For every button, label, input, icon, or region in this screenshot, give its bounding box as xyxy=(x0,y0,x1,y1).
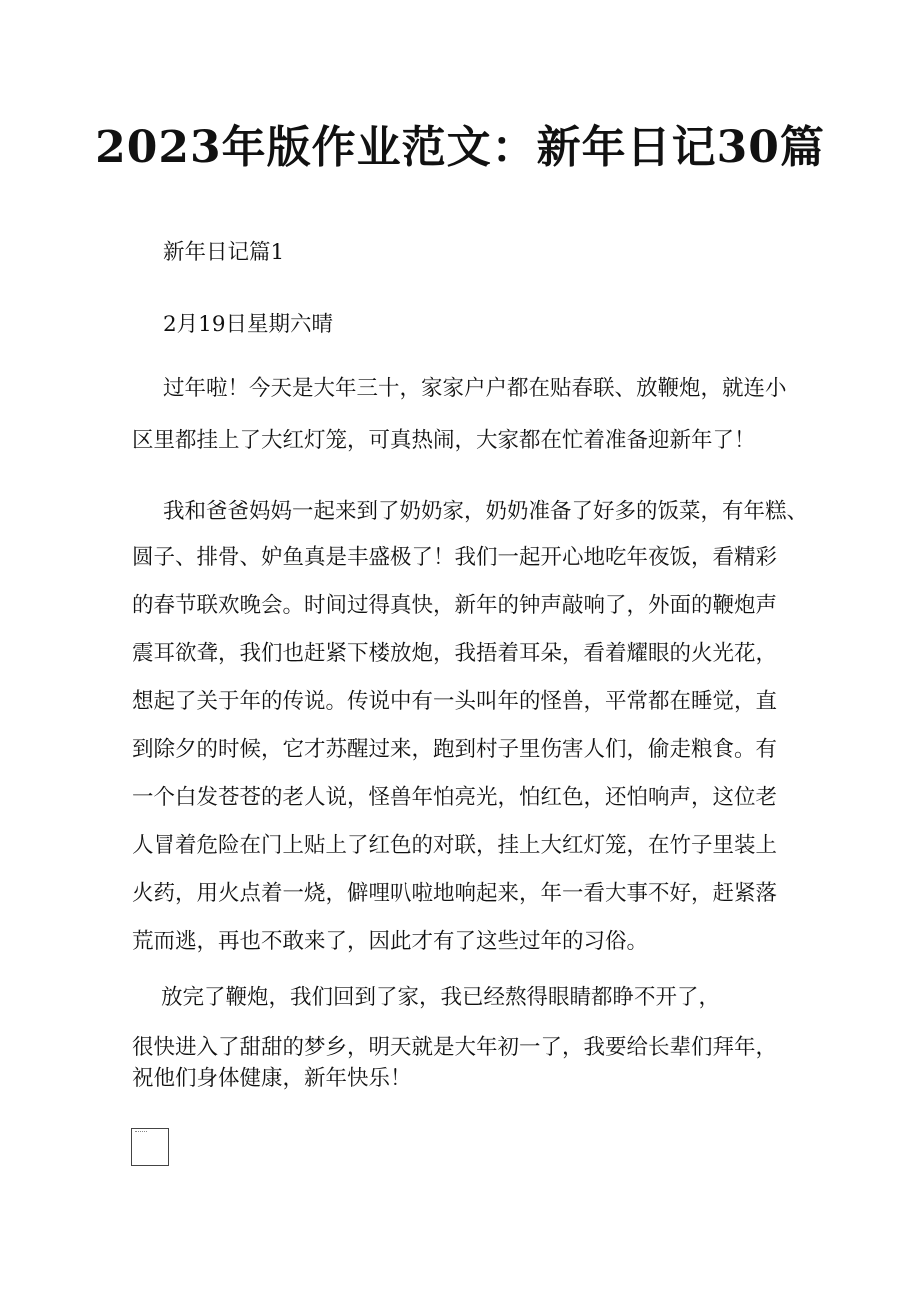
section-heading: 新年日记篇1 xyxy=(163,240,285,265)
paragraph3-line: 很快进入了甜甜的梦乡，明天就是大年初一了，我要给长辈们拜年， xyxy=(132,1035,778,1060)
paragraph2-line: 人冒着危险在门上贴上了红色的对联，挂上大红灯笼，在竹子里装上 xyxy=(132,833,778,858)
paragraph2-line: 想起了关于年的传说。传说中有一头叫年的怪兽，平常都在睡觉，直 xyxy=(132,689,778,714)
paragraph3-line: 放完了鞭炮，我们回到了家，我已经熬得眼睛都睁不开了， xyxy=(161,985,721,1010)
paragraph1-line: 区里都挂上了大红灯笼，可真热闹，大家都在忙着准备迎新年了！ xyxy=(132,428,756,453)
paragraph2-line: 震耳欲聋，我们也赶紧下楼放炮，我捂着耳朵，看着耀眼的火光花， xyxy=(132,641,778,666)
paragraph2-line: 的春节联欢晚会。时间过得真快，新年的钟声敲响了，外面的鞭炮声 xyxy=(132,593,778,618)
paragraph2-line: 圆子、排骨、妒鱼真是丰盛极了！我们一起开心地吃年夜饭，看精彩 xyxy=(132,545,778,570)
paragraph2-line: 一个白发苍苍的老人说，怪兽年怕亮光，怕红色，还怕响声，这位老 xyxy=(132,785,778,810)
placeholder-mark xyxy=(135,1131,147,1135)
paragraph2-line: 火药，用火点着一烧，僻哩叭啦地响起来，年一看大事不好，赶紧落 xyxy=(132,881,778,906)
document-title: 2023年版作业范文：新年日记30篇 xyxy=(95,122,825,173)
paragraph2-line: 我和爸爸妈妈一起来到了奶奶家，奶奶准备了好多的饭菜，有年糕、 xyxy=(163,499,809,524)
paragraph3-line: 祝他们身体健康，新年快乐！ xyxy=(132,1066,412,1091)
paragraph2-line: 到除夕的时候，它才苏醒过来，跑到村子里伤害人们，偷走粮食。有 xyxy=(132,737,778,762)
image-placeholder xyxy=(131,1128,169,1166)
paragraph2-line: 荒而逃，再也不敢来了，因此才有了这些过年的习俗。 xyxy=(132,929,649,954)
date-line: 2月19日星期六晴 xyxy=(163,312,334,337)
paragraph1-line: 过年啦！今天是大年三十，家家户户都在贴春联、放鞭炮，就连小 xyxy=(163,376,787,401)
